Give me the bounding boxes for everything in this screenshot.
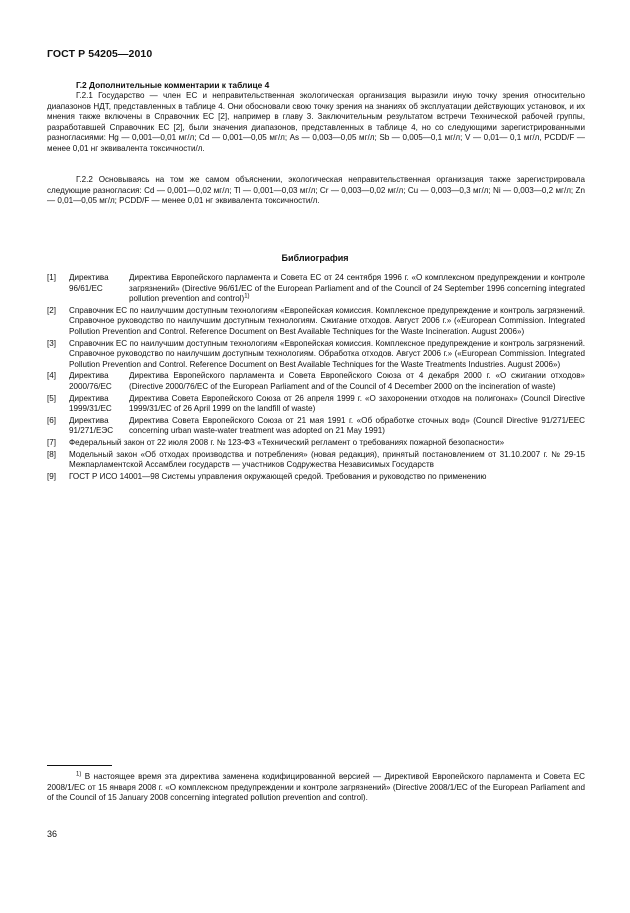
standard-header: ГОСТ Р 54205—2010 bbox=[47, 48, 153, 60]
bibliography-entry-8 bbox=[47, 450, 585, 471]
paragraph-g21 bbox=[47, 91, 585, 155]
paragraph-text: Г.2.1 Государство — член ЕС и неправительственная экологическая организация выразили иную точку зрения относительно диапазонов НДТ, представленных в таблице 4. Они обосновали свою точку зрения на знаниях об эксплуатации действующих установок, и их мнения также включены в Справочник ЕС [2], например в главу 3. Заключительным результатом встречи Технической рабочей группы, разработавшей Справочник ЕС [2], были значения диапазонов, представленных в таблице 4, но со следующими зарегистрированными разногласиями: Hg — 0,001—0,01 мг/л; Cd — 0,001—0,05 мг/л; As — 0,003—0,05 мг/л; Sb — 0,005—0,1 мг/л; V — 0,01— 0,1 мг/л, PCDD/F — менее 0,01 нг эквивалента токсичности/л. bbox=[47, 91, 585, 153]
bibliography-entry-1 bbox=[47, 273, 585, 305]
paragraph-text: Г.2.2 Основываясь на том же самом объяснении, экологическая неправительственная организация также зарегистрировала следующие разногласия: Cd — 0,001—0,02 мг/л; Tl — 0,001—0,03 мг/л; Cr — 0,003—0,02 мг/л; Cu — 0,003—0,3 мг/л; Ni — 0,003—0,2 мг/л; Zn — 0,01—0,05 мг/л; PCDD/F — менее 0,01 нг эквивалента токсичности/л. bbox=[47, 175, 585, 206]
footnote bbox=[47, 772, 585, 804]
ref-text: Директива Европейского парламента и Совета Европейского Союза от 4 декабря 2000 г. «О сжигании отходов» (Directive 2000/76/EC of the European Parliament and of the Council of 4 December 2000 on the incineration of waste) bbox=[129, 371, 585, 391]
section-title: Г.2 Дополнительные комментарии к таблице 4 bbox=[76, 80, 270, 90]
bibliography-entry-9 bbox=[47, 472, 585, 483]
ref-text: Федеральный закон от 22 июля 2008 г. № 123-ФЗ «Технический регламент о требованиях пожарной безопасности» bbox=[69, 437, 505, 447]
ref-number: [3] bbox=[47, 338, 56, 348]
ref-text: Справочник ЕС по наилучшим доступным технологиям «Европейская комиссия. Комплексное предупреждение и контроль загрязнений. Справочное руководство по наилучшим доступным технологиям. Обработка отходов. Август 2006 г.» («European Commission. Integrated Pollution Prevention and Control. Reference Document on Best Available Techniques for the Waste Treatments Industries. August 2006») bbox=[69, 338, 585, 369]
ref-number: [7] bbox=[47, 437, 56, 447]
footnote-mark: 1) bbox=[76, 771, 82, 778]
bibliography-entry-5 bbox=[47, 394, 585, 415]
ref-code: Директива 1999/31/ЕС bbox=[69, 393, 112, 414]
bibliography-entry-2 bbox=[47, 306, 585, 338]
ref-code: Директива 91/271/ЕЭС bbox=[69, 415, 114, 436]
paragraph-g22 bbox=[47, 175, 585, 207]
ref-code: Директива 2000/76/ЕС bbox=[69, 371, 112, 391]
page-number: 36 bbox=[47, 829, 58, 839]
ref-text: ГОСТ Р ИСО 14001—98 Системы управления окружающей средой. Требования и руководство по применению bbox=[69, 471, 487, 481]
ref-text bbox=[129, 273, 585, 305]
ref-text: Директива Совета Европейского Союза от 26 апреля 1999 г. «О захоронении отходов на полигонах» (Council Directive 1999/31/EC of 26 April 1999 on the landfill of waste) bbox=[129, 393, 585, 414]
ref-number: [6] bbox=[47, 415, 56, 425]
ref-number: [2] bbox=[47, 305, 56, 315]
ref-code: Директива 96/61/ЕС bbox=[69, 273, 109, 293]
bibliography-entry-7 bbox=[47, 438, 585, 449]
ref-number: [8] bbox=[47, 449, 56, 459]
bibliography-entry-4 bbox=[47, 371, 585, 392]
ref-text: Модельный закон «Об отходах производства и потребления» (новая редакция), принятый постановлением от 31.10.2007 г. № 29-15 Межпарламентской Ассамблеи государств — участников Содружества Независимых Государств bbox=[69, 449, 585, 470]
ref-text: Справочник ЕС по наилучшим доступным технологиям «Европейская комиссия. Комплексное предупреждение и контроль загрязнений. Справочное руководство по наилучшим доступным технологиям. Сжигание отходов. Август 2006 г.» («European Commission. Integrated Pollution Prevention and Control. Reference Document on Best Available Techniques for the Waste Incineration. August 2006») bbox=[69, 305, 585, 336]
bibliography-list bbox=[47, 273, 585, 483]
ref-number: [1] bbox=[47, 273, 56, 282]
ref-number: [9] bbox=[47, 471, 56, 481]
ref-text: Директива Совета Европейского Союза от 21 мая 1991 г. «Об обработке сточных вод» (Council Directive 91/271/EEC concerning urban waste-water treatment was adopted on 21 May 1991) bbox=[129, 415, 585, 436]
footnote-separator bbox=[47, 765, 112, 766]
ref-text-body: Директива Европейского парламента и Совета ЕС от 24 сентября 1996 г. «О комплексном предупреждении и контроле загрязнений» (Directive 96/61/EC of the European Parliament and of the Council of 24 September 1996 concerning integrated pollution prevention and control) bbox=[129, 273, 585, 304]
bibliography-entry-3 bbox=[47, 339, 585, 371]
footnote-marker: 1) bbox=[244, 293, 250, 300]
footnote-text: В настоящее время эта директива заменена кодифицированной версией — Директивой Европейского парламента и Совета ЕС 2008/1/ЕС от 15 января 2008 г. «О комплексном предупреждении и контроле загрязнений» (Directive 2008/1/EC of the European Parliament and of the Council of 15 January 2008 concerning integrated pollution prevention and control). bbox=[47, 772, 586, 803]
bibliography-title: Библиография bbox=[281, 253, 349, 263]
ref-number: [5] bbox=[47, 393, 56, 403]
bibliography-entry-6 bbox=[47, 416, 585, 437]
ref-number: [4] bbox=[47, 371, 56, 381]
